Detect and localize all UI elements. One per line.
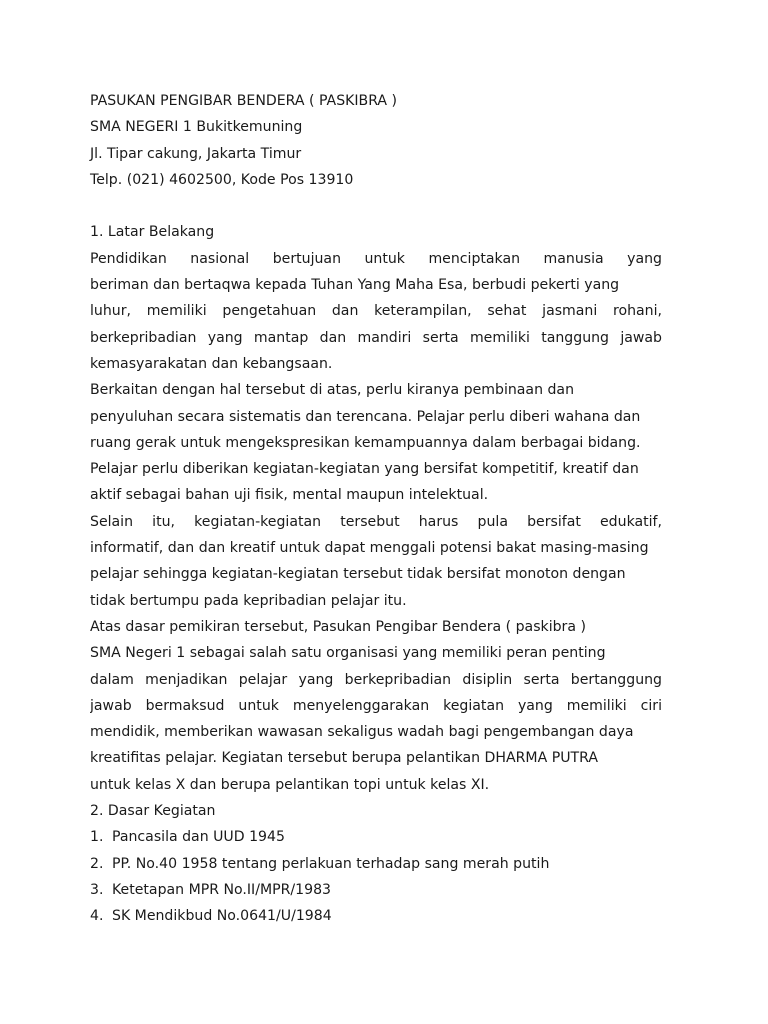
paragraph-line: ruang gerak untuk mengekspresikan kemampuannya dalam berbagai bidang.	[90, 434, 641, 451]
paragraph-line: Pelajar perlu diberikan kegiatan-kegiatan yang bersifat kompetitif, kreatif dan	[90, 461, 639, 478]
paragraph-line: Selain itu, kegiatan-kegiatan tersebut harus pula bersifat edukatif,	[90, 513, 662, 530]
spacer	[90, 193, 662, 219]
paragraph-line: kreatifitas pelajar. Kegiatan tersebut berupa pelantikan DHARMA PUTRA	[90, 750, 598, 767]
paragraph-line: Berkaitan dengan hal tersebut di atas, perlu kiranya pembinaan dan	[90, 382, 574, 399]
paragraph-line: penyuluhan secara sistematis dan terencana. Pelajar perlu diberi wahana dan	[90, 408, 641, 425]
paragraph-line: dalam menjadikan pelajar yang berkepribadian disiplin serta bertanggung	[90, 671, 662, 688]
paragraph-line: jawab bermaksud untuk menyelenggarakan kegiatan yang memiliki ciri	[90, 697, 662, 714]
paragraph-line: luhur, memiliki pengetahuan dan keterampilan, sehat jasmani rohani,	[90, 303, 662, 320]
list-item-text: Pancasila dan UUD 1945	[112, 829, 285, 846]
school-phone: Telp. (021) 4602500, Kode Pos 13910	[90, 171, 354, 188]
paragraph-line: aktif sebagai bahan uji fisik, mental maupun intelektual.	[90, 487, 489, 504]
document-body	[90, 88, 662, 930]
section-heading-dasar-kegiatan: 2. Dasar Kegiatan	[90, 803, 216, 820]
paragraph-line: SMA Negeri 1 sebagai salah satu organisasi yang memiliki peran penting	[90, 645, 606, 662]
paragraph-line: tidak bertumpu pada kepribadian pelajar itu.	[90, 592, 407, 609]
paragraph-line: kemasyarakatan dan kebangsaan.	[90, 355, 333, 372]
paragraph-line: informatif, dan dan kreatif untuk dapat menggali potensi bakat masing-masing	[90, 540, 649, 557]
list-item-text: Ketetapan MPR No.II/MPR/1983	[112, 881, 332, 898]
list-item	[90, 851, 662, 877]
doc-title: PASUKAN PENGIBAR BENDERA ( PASKIBRA )	[90, 93, 398, 109]
section-heading-latar-belakang: 1. Latar Belakang	[90, 224, 215, 241]
list-item-number: 3.	[90, 881, 104, 898]
paragraph-line: Pendidikan nasional bertujuan untuk menciptakan manusia yang	[90, 250, 662, 267]
list-item	[90, 824, 662, 850]
paragraph-line: beriman dan bertaqwa kepada Tuhan Yang Maha Esa, berbudi pekerti yang	[90, 277, 620, 294]
paragraph-line: Atas dasar pemikiran tersebut, Pasukan Pengibar Bendera ( paskibra )	[90, 618, 586, 635]
paragraph-line: mendidik, memberikan wawasan sekaligus wadah bagi pengembangan daya	[90, 724, 634, 741]
paragraph-line: berkepribadian yang mantap dan mandiri serta memiliki tanggung jawab	[90, 329, 662, 346]
school-name: SMA NEGERI 1 Bukitkemuning	[90, 119, 303, 136]
list-item-number: 1.	[90, 829, 104, 846]
school-address: Jl. Tipar cakung, Jakarta Timur	[90, 145, 302, 162]
list-item-text: PP. No.40 1958 tentang perlakuan terhadap sang merah putih	[112, 855, 550, 872]
list-item-number: 2.	[90, 855, 104, 872]
list-item	[90, 903, 662, 929]
list-item-text: SK Mendikbud No.0641/U/1984	[112, 908, 332, 925]
paragraph-line: untuk kelas X dan berupa pelantikan topi untuk kelas XI.	[90, 776, 490, 793]
list-item-number: 4.	[90, 908, 104, 925]
list-item	[90, 877, 662, 903]
paragraph-line: pelajar sehingga kegiatan-kegiatan tersebut tidak bersifat monoton dengan	[90, 566, 626, 583]
